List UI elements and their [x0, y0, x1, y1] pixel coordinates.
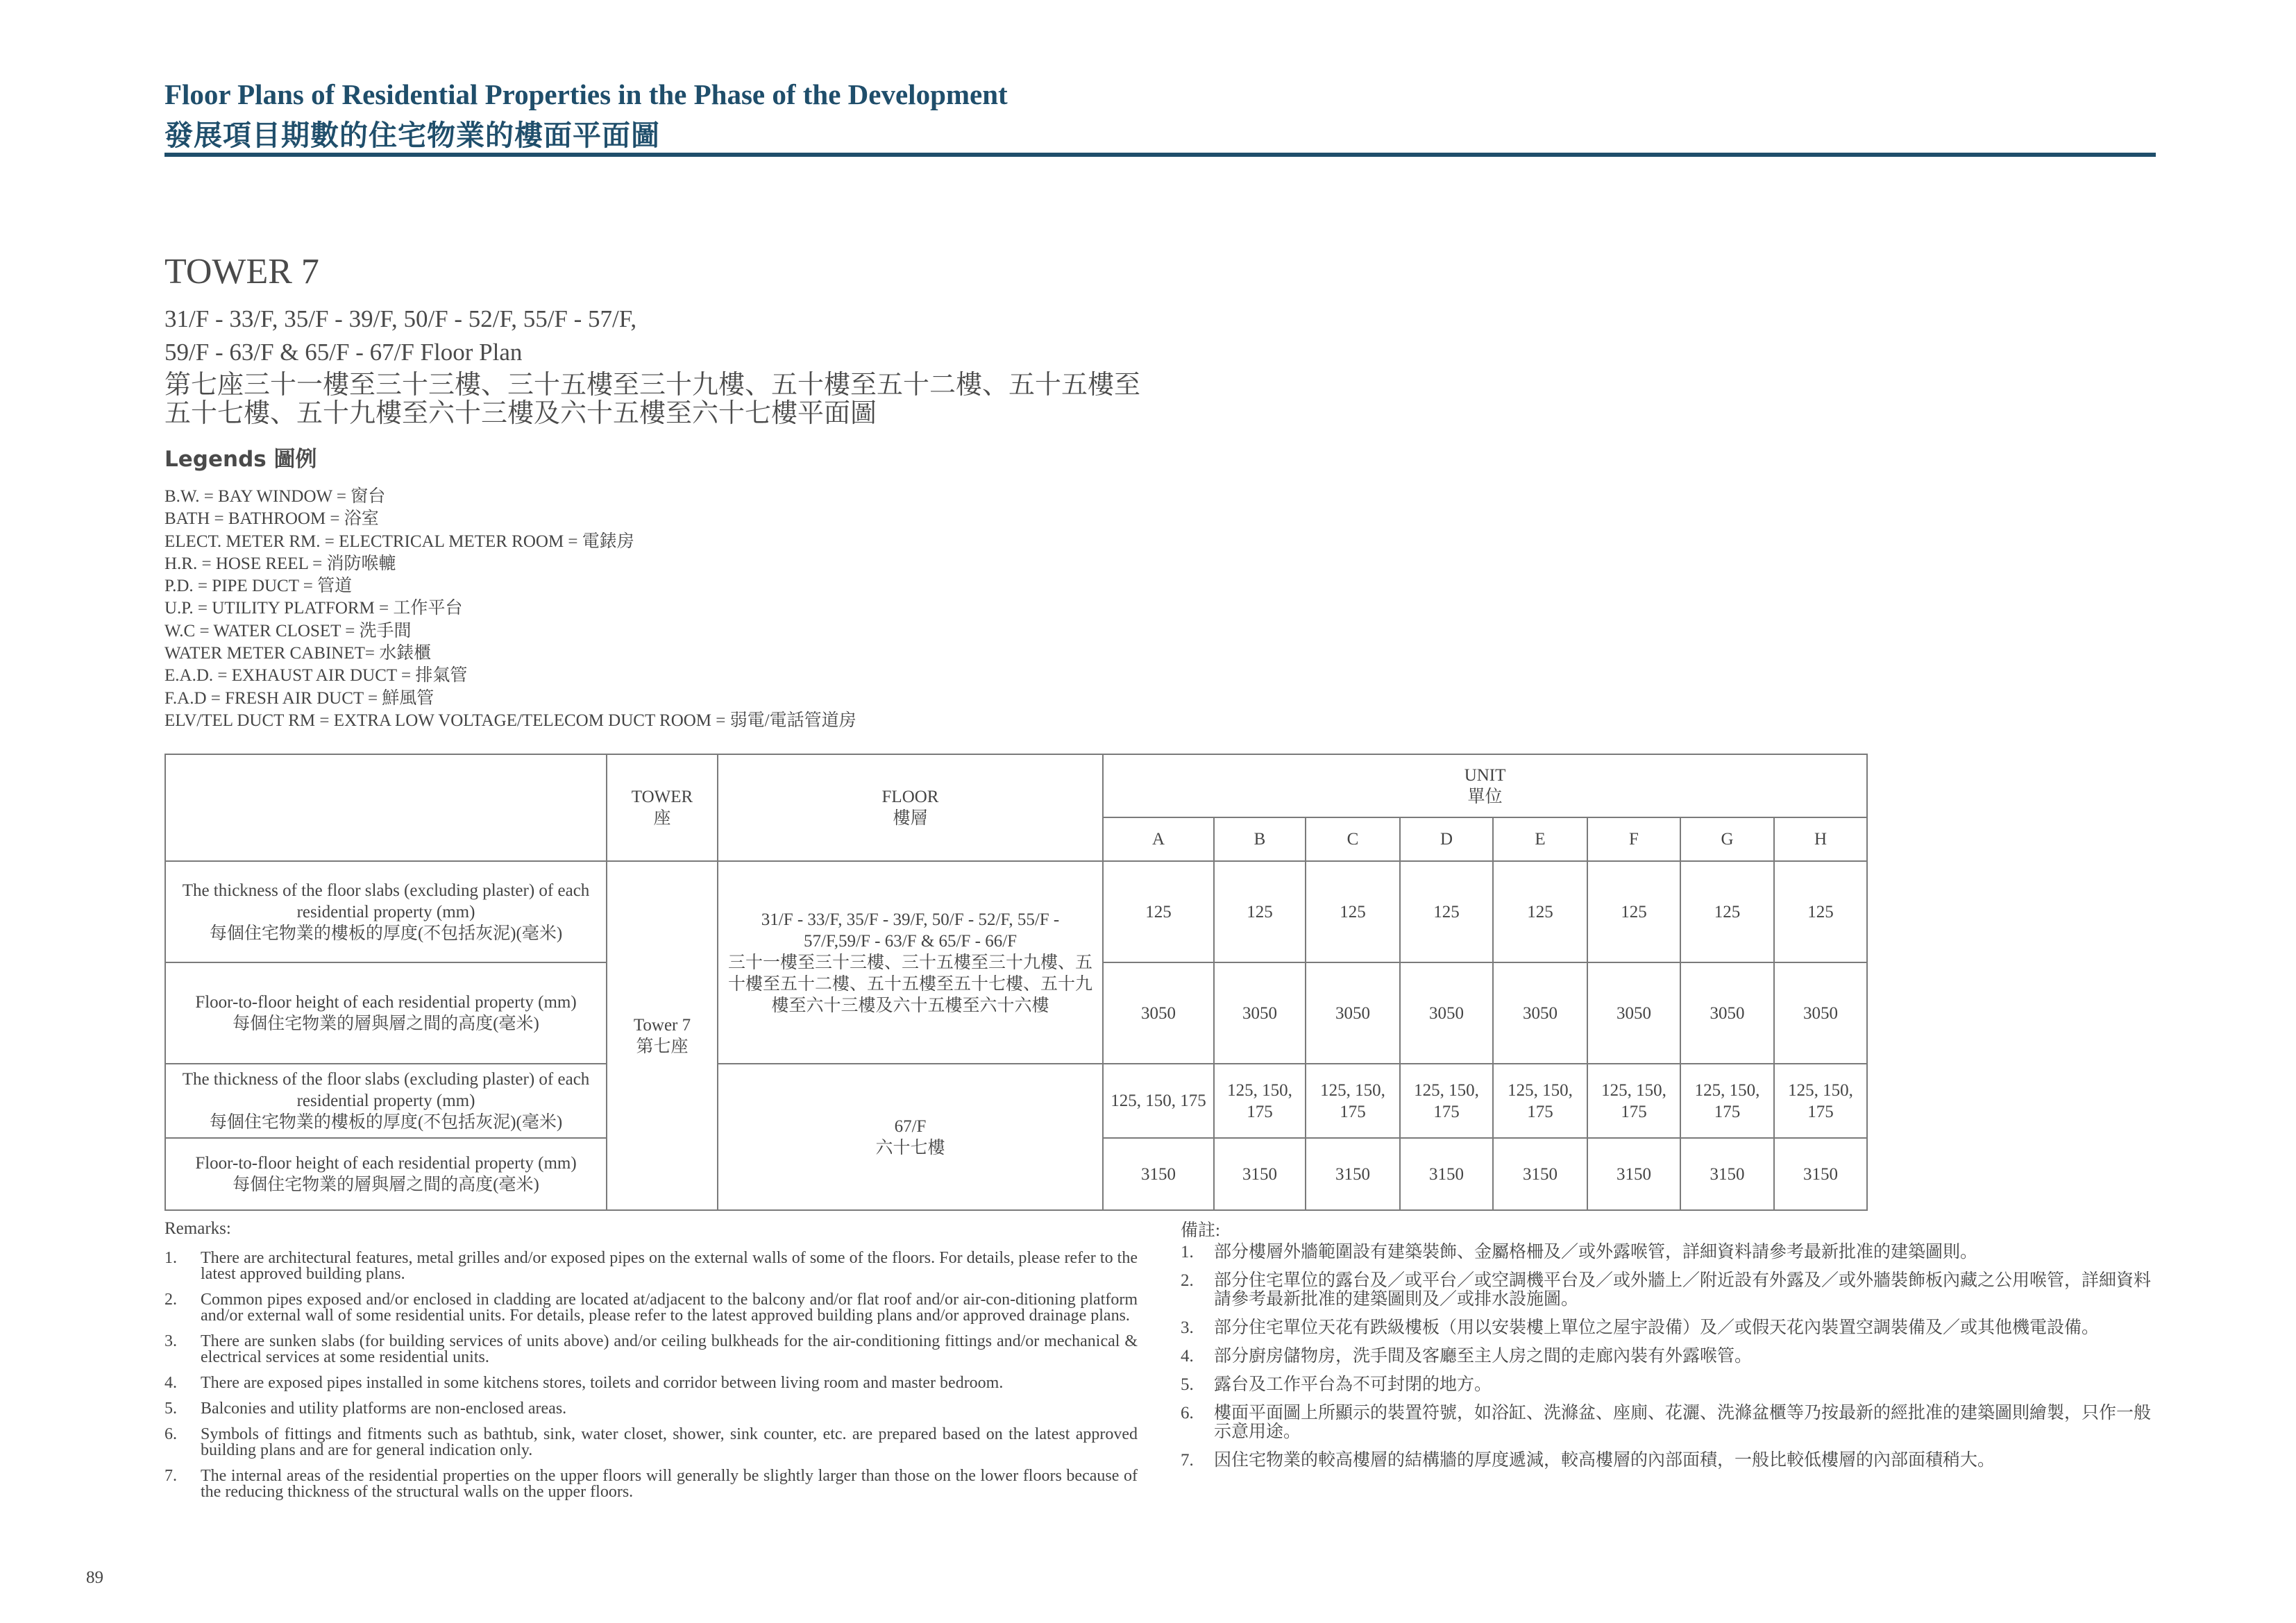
unit-header-b: B [1214, 817, 1306, 861]
legend-item: U.P. = UTILITY PLATFORM = 工作平台 [164, 599, 463, 618]
header-floor-cell [718, 754, 1103, 861]
remark-item [164, 1468, 1138, 1500]
height-value: 3050 [1680, 962, 1774, 1064]
row-label-slab-zh: 每個住宅物業的樓板的厚度(不包括灰泥)(毫米) [209, 1113, 563, 1132]
slab-value: 125 [1493, 861, 1587, 962]
height-value: 3050 [1774, 962, 1867, 1064]
legend-item: ELV/TEL DUCT RM = EXTRA LOW VOLTAGE/TELECOM DUCT ROOM = 弱電/電話管道房 [164, 711, 856, 730]
header-unit-en: UNIT [1464, 765, 1506, 785]
remark-text: Symbols of fittings and fitments such as bathtub, sink, water closet, shower, sink counter, etc. are prepared based on the latest approved building plans and are for general indication only. [201, 1425, 1138, 1459]
row-label-slab-zh: 每個住宅物業的樓板的厚度(不包括灰泥)(毫米) [209, 924, 563, 943]
remark-number: 3. [1181, 1318, 1194, 1337]
remark-number: 5. [1181, 1375, 1194, 1394]
remark-text: 露台及工作平台為不可封閉的地方。 [1214, 1375, 1492, 1394]
unit-header-a: A [1103, 817, 1214, 861]
unit-header-f: F [1587, 817, 1680, 861]
legend-item: BATH = BATHROOM = 浴室 [164, 509, 379, 529]
plan-title-zh-line1: 第七座三十一樓至三十三樓、三十五樓至三十九樓、五十樓至五十二樓、五十五樓至 [164, 371, 1141, 400]
legends-list [164, 486, 856, 732]
remark-text: There are sunken slabs (for building services of units above) and/or ceiling bulkheads for the air-conditioning fittings and/or mechanical & electrical services at some residential units. [201, 1332, 1138, 1366]
remarks-heading-zh: 備註: [1181, 1221, 1220, 1240]
slab-value: 125 [1214, 861, 1306, 962]
remark-number: 2. [1181, 1271, 1194, 1290]
height-value: 3150 [1214, 1138, 1306, 1210]
page-number: 89 [86, 1568, 103, 1587]
slab-value: 125 [1400, 861, 1493, 962]
header-floor-zh: 樓層 [893, 809, 928, 828]
height-value: 3150 [1306, 1138, 1400, 1210]
slab-value: 125, 150, 175 [1587, 1064, 1680, 1138]
row-label-height-en: Floor-to-floor height of each residential property (mm) [195, 993, 577, 1012]
slab-value: 125 [1680, 861, 1774, 962]
unit-header-c: C [1306, 817, 1400, 861]
row-label-height-zh: 每個住宅物業的層與層之間的高度(毫米) [233, 1014, 539, 1033]
header-floor-en: FLOOR [881, 788, 939, 806]
legend-item: H.R. = HOSE REEL = 消防喉轆 [164, 554, 396, 573]
height-value: 3050 [1493, 962, 1587, 1064]
remark-item [164, 1292, 1138, 1324]
legend-item: P.D. = PIPE DUCT = 管道 [164, 577, 353, 596]
floor-spec-table [164, 754, 1868, 1211]
remark-number: 2. [164, 1291, 177, 1309]
remark-item [164, 1334, 1138, 1366]
slab-value: 125, 150, 175 [1680, 1064, 1774, 1138]
tower-cell-zh: 第七座 [636, 1037, 689, 1056]
row-label-height [165, 1138, 607, 1210]
remark-number: 7. [1181, 1451, 1194, 1470]
remark-text: There are architectural features, metal grilles and/or exposed pipes on the external walls of some of the floors. For details, please refer to the latest approved building plans. [201, 1249, 1138, 1283]
height-value: 3150 [1400, 1138, 1493, 1210]
height-value: 3150 [1774, 1138, 1867, 1210]
unit-header-h: H [1774, 817, 1867, 861]
header-divider [164, 153, 2156, 157]
remark-number: 7. [164, 1467, 177, 1485]
slab-value: 125, 150, 175 [1400, 1064, 1493, 1138]
header-unit-zh: 單位 [1467, 787, 1503, 806]
slab-value: 125 [1306, 861, 1400, 962]
tower-cell [607, 861, 718, 1210]
slab-value: 125 [1103, 861, 1214, 962]
remark-text: 部分住宅單位的露台及／或平台／或空調機平台及／或外牆上／附近設有外露及／或外牆裝飾板內藏之公用喉管，詳細資料請參考最新批准的建築圖則及／或排水設施圖。 [1214, 1271, 2152, 1309]
header-tower-zh: 座 [653, 809, 671, 828]
legend-item: B.W. = BAY WINDOW = 窗台 [164, 487, 386, 506]
height-value: 3050 [1400, 962, 1493, 1064]
header-tower-cell [607, 754, 718, 861]
remark-item-zh [1181, 1404, 2156, 1441]
height-value: 3050 [1214, 962, 1306, 1064]
floor-group-2-zh: 六十七樓 [875, 1138, 945, 1157]
remark-number: 1. [1181, 1243, 1194, 1261]
floor-group-1-en: 31/F - 33/F, 35/F - 39/F, 50/F - 52/F, 55/F - 57/F,59/F - 63/F & 65/F - 66/F [761, 910, 1060, 951]
floor-group-1-cell [718, 861, 1103, 1064]
legends-heading: Legends 圖例 [164, 447, 317, 472]
floor-group-2-en: 67/F [894, 1116, 927, 1136]
remark-text: Balconies and utility platforms are non-enclosed areas. [201, 1400, 567, 1418]
remark-item-zh [1181, 1271, 2156, 1309]
remark-item-zh [1181, 1243, 2156, 1261]
height-value: 3150 [1493, 1138, 1587, 1210]
tower-title: TOWER 7 [164, 252, 319, 291]
remark-item [164, 1401, 1138, 1417]
tower-cell-en: Tower 7 [633, 1015, 691, 1035]
height-value: 3050 [1587, 962, 1680, 1064]
row-label-height-zh: 每個住宅物業的層與層之間的高度(毫米) [233, 1175, 539, 1194]
slab-value: 125 [1587, 861, 1680, 962]
unit-header-g: G [1680, 817, 1774, 861]
remark-number: 6. [164, 1425, 177, 1443]
remark-item [164, 1250, 1138, 1282]
remark-number: 5. [164, 1400, 177, 1418]
remark-number: 3. [164, 1332, 177, 1350]
legend-item: E.A.D. = EXHAUST AIR DUCT = 排氣管 [164, 666, 468, 686]
remark-text: 因住宅物業的較高樓層的結構牆的厚度遞減，較高樓層的內部面積，一般比較低樓層的內部面積稍大。 [1214, 1451, 1995, 1470]
remark-text: There are exposed pipes installed in some kitchens stores, toilets and corridor between living room and master bedroom. [201, 1374, 1004, 1392]
remark-number: 6. [1181, 1404, 1194, 1422]
remarks-list-zh [1181, 1243, 2156, 1479]
row-label-height [165, 962, 607, 1064]
slab-value: 125, 150, 175 [1774, 1064, 1867, 1138]
remarks-list-en [164, 1250, 1138, 1510]
page-header-title-zh: 發展項目期數的住宅物業的樓面平面圖 [164, 119, 660, 151]
plan-title-en-line1: 31/F - 33/F, 35/F - 39/F, 50/F - 52/F, 55/F - 57/F, [164, 305, 637, 332]
remark-text: 部分住宅單位天花有跌級樓板（用以安裝樓上單位之屋宇設備）及／或假天花內裝置空調裝備及／或其他機電設備。 [1214, 1318, 2100, 1337]
remark-item [164, 1375, 1138, 1391]
remark-text: 部分樓層外牆範圍設有建築裝飾、金屬格柵及／或外露喉管，詳細資料請參考最新批准的建築圖則。 [1214, 1243, 1978, 1261]
legend-item: F.A.D = FRESH AIR DUCT = 鮮風管 [164, 688, 434, 708]
remark-item-zh [1181, 1347, 2156, 1366]
remark-number: 4. [1181, 1347, 1194, 1366]
header-unit-cell [1103, 754, 1867, 817]
remark-text: 部分廚房儲物房，洗手間及客廳至主人房之間的走廊內裝有外露喉管。 [1214, 1347, 1753, 1366]
slab-value: 125, 150, 175 [1493, 1064, 1587, 1138]
remark-item [164, 1427, 1138, 1459]
row-label-slab [165, 861, 607, 962]
row-label-slab-en: The thickness of the floor slabs (excluding plaster) of each residential property (mm) [182, 881, 590, 921]
remark-item-zh [1181, 1318, 2156, 1337]
remark-number: 4. [164, 1374, 177, 1392]
slab-value: 125, 150, 175 [1306, 1064, 1400, 1138]
remark-text: The internal areas of the residential properties on the upper floors will generally be slightly larger than those on the lower floors because of the reducing thickness of the structural walls on the upper floors. [201, 1467, 1138, 1501]
slab-value: 125, 150, 175 [1103, 1064, 1214, 1138]
header-tower-en: TOWER [631, 788, 693, 806]
height-value: 3050 [1306, 962, 1400, 1064]
remark-number: 1. [164, 1249, 177, 1267]
unit-header-d: D [1400, 817, 1493, 861]
remark-text: Common pipes exposed and/or enclosed in cladding are located at/adjacent to the balcony and/or flat roof and/or air-con-ditioning platform and/or external wall of some residential units. For details, please refer to the latest approved building plans and/or approved drainage plans. [201, 1291, 1138, 1325]
unit-header-e: E [1493, 817, 1587, 861]
legend-item: WATER METER CABINET= 水錶櫃 [164, 644, 432, 663]
height-value: 3150 [1680, 1138, 1774, 1210]
height-value: 3050 [1103, 962, 1214, 1064]
slab-value: 125 [1774, 861, 1867, 962]
row-label-slab [165, 1064, 607, 1138]
remark-item-zh [1181, 1375, 2156, 1394]
slab-value: 125, 150, 175 [1214, 1064, 1306, 1138]
height-value: 3150 [1103, 1138, 1214, 1210]
floor-group-2-cell [718, 1064, 1103, 1210]
plan-title-zh-line2: 五十七樓、五十九樓至六十三樓及六十五樓至六十七樓平面圖 [164, 399, 877, 428]
remark-text: 樓面平面圖上所顯示的裝置符號，如浴缸、洗滌盆、座廁、花灑、洗滌盆櫃等乃按最新的經批准的建築圖則繪製，只作一般示意用途。 [1214, 1404, 2152, 1441]
row-label-height-en: Floor-to-floor height of each residential property (mm) [195, 1154, 577, 1173]
legend-item: W.C = WATER CLOSET = 洗手間 [164, 621, 412, 640]
floor-group-1-zh: 三十一樓至三十三樓、三十五樓至三十九樓、五十樓至五十二樓、五十五樓至五十七樓、五十九樓至六十三樓及六十五樓至六十六樓 [727, 953, 1092, 1015]
page-header-title-en: Floor Plans of Residential Properties in the Phase of the Development [164, 78, 1008, 110]
remarks-heading-en: Remarks: [164, 1219, 231, 1238]
legend-item: ELECT. METER RM. = ELECTRICAL METER ROOM = 電錶房 [164, 532, 634, 551]
remark-item-zh [1181, 1451, 2156, 1470]
plan-title-en-line2: 59/F - 63/F & 65/F - 67/F Floor Plan [164, 339, 523, 366]
height-value: 3150 [1587, 1138, 1680, 1210]
table-corner-cell [165, 754, 607, 861]
row-label-slab-en: The thickness of the floor slabs (excluding plaster) of each residential property (mm) [182, 1070, 590, 1110]
